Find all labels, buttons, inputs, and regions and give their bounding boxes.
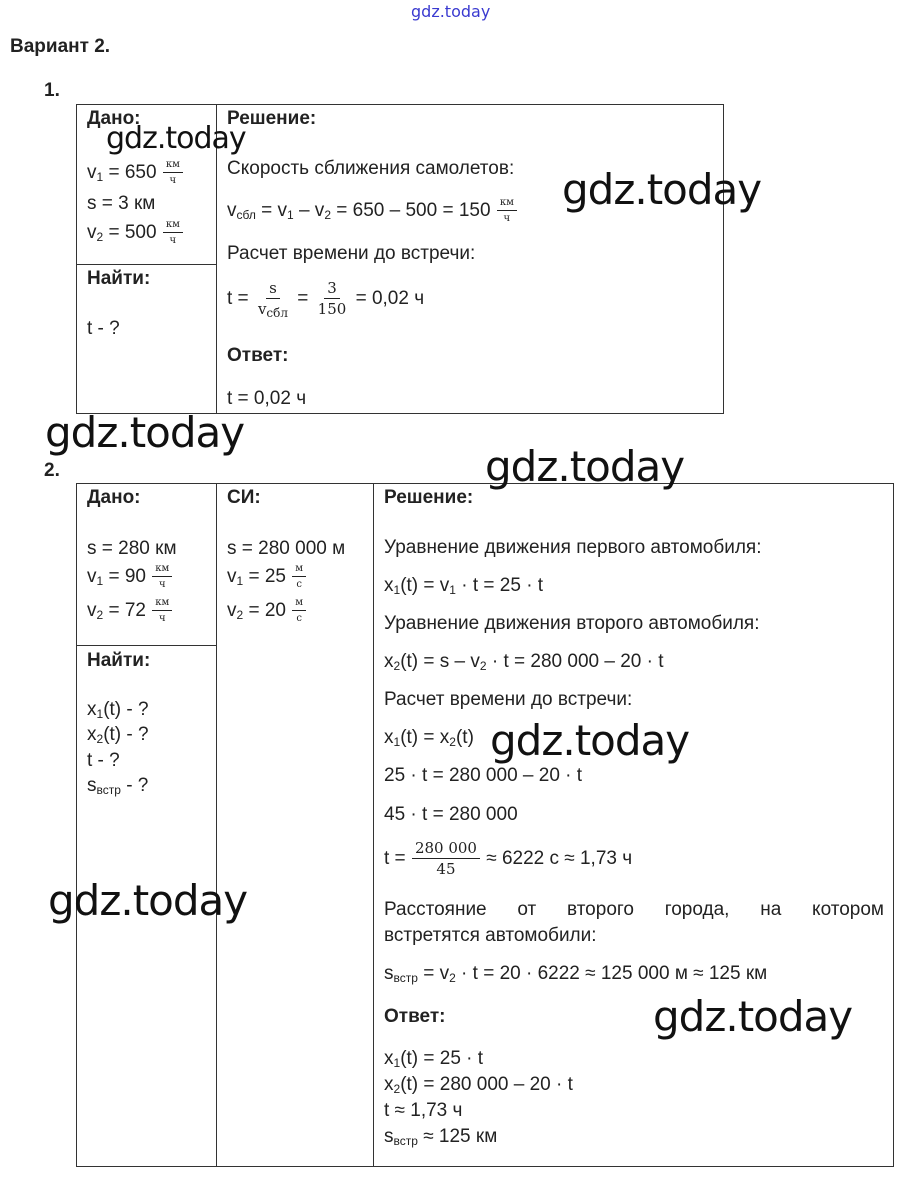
task2-given-v1: $v_1 = 90$ $\frac{км}{ч}$: [87, 564, 173, 590]
task2-s6: $x_1(t) = x_2(t)$: [384, 727, 474, 749]
task2-s10a: Расстояние от второго города, на котором: [384, 899, 884, 920]
task2-given-label: Дано:: [87, 487, 141, 508]
task1-given-v2: $v_2 = 500$ $\frac{км}{ч}$: [87, 220, 184, 246]
task2-s11: $s_{встр} = v_2 \cdot t = 20 \cdot 6222 \approx 125$ 000 м ≈ 125 км: [384, 963, 768, 985]
watermark-top: gdz.today: [411, 2, 491, 21]
task1-given-s: s = 3 км: [87, 193, 156, 214]
task2-si-v2: $v_2 = 20$ $\frac{м}{с}$: [227, 598, 307, 624]
task2-answer-s: $s_{встр} \approx 125$ км: [384, 1126, 498, 1148]
task2-s4: $x_2(t) = s - v_2 \cdot t = 280$ 000 – 20 · t: [384, 651, 664, 673]
task1-find-t: t - ?: [87, 318, 120, 339]
task2-si-s: s = 280 000 м: [227, 538, 346, 559]
task1-answer: t = 0,02 ч: [227, 388, 307, 409]
task2-given-s: s = 280 км: [87, 538, 177, 559]
task1-given-label: Дано:: [87, 108, 141, 129]
task2-s10b: встретятся автомобили:: [384, 925, 597, 946]
task2-number: 2.: [44, 460, 60, 481]
task2-s3: Уравнение движения второго автомобиля:: [384, 613, 760, 634]
task2-s9: t = $\frac{280 000}{45}$ ≈ 6222 с ≈ 1,73 ч: [384, 839, 633, 878]
watermark: gdz.today: [490, 716, 690, 765]
task1-line1: Скорость сближения самолетов:: [227, 158, 515, 179]
task1-solution-label: Решение:: [227, 108, 317, 129]
watermark: gdz.today: [45, 408, 245, 457]
task1-find-label: Найти:: [87, 268, 151, 289]
task1-number: 1.: [44, 80, 60, 101]
task2-si-label: СИ:: [227, 487, 261, 508]
variant-title: Вариант 2.: [10, 36, 111, 57]
watermark: gdz.today: [653, 992, 853, 1041]
task2-s8: 45 · t = 280 000: [384, 804, 518, 825]
task2-s2: $x_1(t) = v_1 \cdot t = 25 \cdot t$: [384, 575, 544, 597]
task2-find-label: Найти:: [87, 650, 151, 671]
task2-answer-x2: $x_2(t) = 280$ 000 – 20 · t: [384, 1074, 573, 1096]
task2-find-t: t - ?: [87, 750, 120, 771]
task2-find-x1: $x_1(t)$ - ?: [87, 699, 149, 721]
watermark: gdz.today: [106, 121, 246, 156]
task2-s1: Уравнение движения первого автомобиля:: [384, 537, 762, 558]
task2-s7: 25 · t = 280 000 – 20 · t: [384, 765, 583, 786]
task1-line2: $v_{сбл} = v_1 - v_2 = 650 - 500 = 150$ $\frac{км}{ч}$: [227, 198, 518, 224]
task2-given-v2: $v_2 = 72$ $\frac{км}{ч}$: [87, 598, 173, 624]
task2-answer-x1: $x_1(t) = 25 \cdot t$: [384, 1048, 484, 1070]
watermark: gdz.today: [48, 876, 248, 925]
watermark: gdz.today: [485, 442, 685, 491]
task1-answer-label: Ответ:: [227, 345, 289, 366]
task1-line4: t = $\frac{s}{v_{сбл}}$ = $\frac{3}{150}$ = 0,02 ч: [227, 279, 425, 320]
task2-answer-label: Ответ:: [384, 1006, 446, 1027]
task2-si-v1: $v_1 = 25$ $\frac{м}{с}$: [227, 564, 307, 590]
task2-find-x2: $x_2(t)$ - ?: [87, 724, 149, 746]
task2-s5: Расчет времени до встречи:: [384, 689, 633, 710]
watermark: gdz.today: [562, 165, 762, 214]
task2-find-s: $s_{встр}$ - ?: [87, 775, 149, 797]
task1-given-v1: $v_1 = 650$ $\frac{км}{ч}$: [87, 160, 184, 186]
task2-answer-t: t ≈ 1,73 ч: [384, 1100, 463, 1121]
task1-line3: Расчет времени до встречи:: [227, 243, 476, 264]
task2-solution-label: Решение:: [384, 487, 474, 508]
